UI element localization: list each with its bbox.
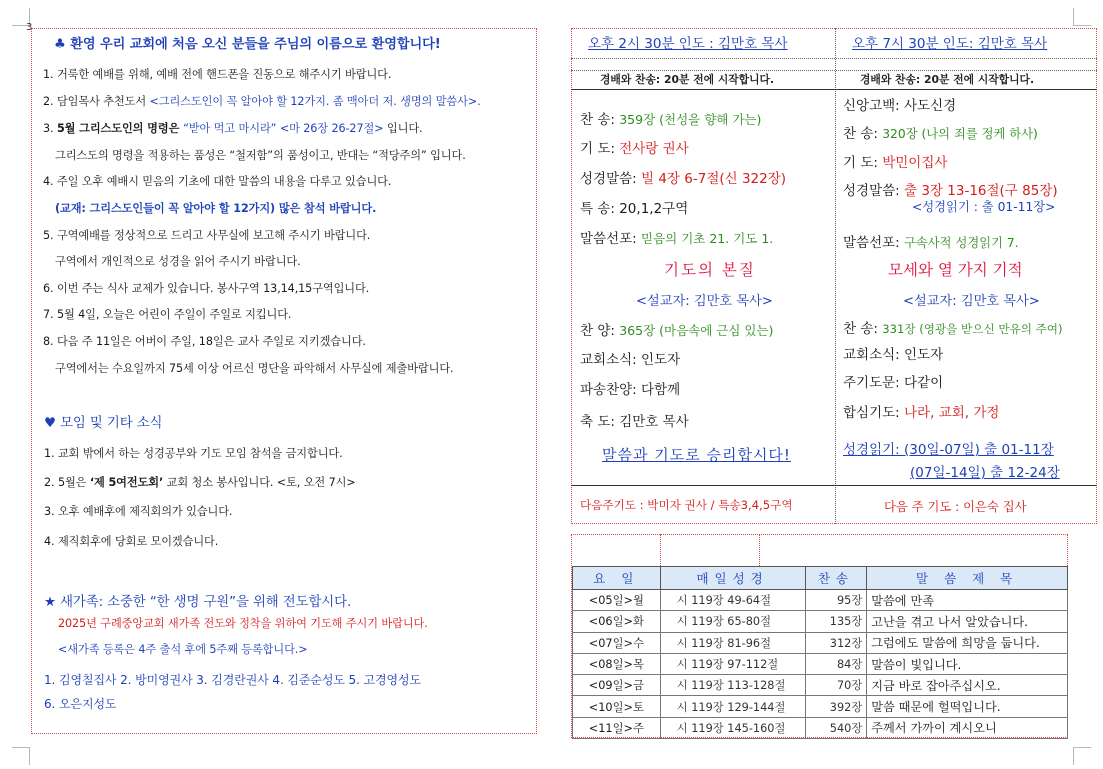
notice-item-8: 8. 다음 주 11일은 어버이 주일, 18일은 교사 주일로 지키겠습니다. [43,335,366,348]
notice-item-6: 6. 이번 주는 식사 교제가 있습니다. 봉사구역 13,14,15구역입니다. [43,282,370,295]
notice-item-3-detail: 그리스도의 명령을 적용하는 품성은 “철저함”의 품성이고, 반대는 “적당주의” 입니다. [55,149,466,162]
pm2-service-title: 오후 2시 30분 인도 : 김만호 목사 [588,36,788,52]
pm7-hymn-2: 찬 송: 331장 (영광을 받으신 만유의 주여) [843,321,1063,337]
notice-item-3: 3. 5월 그리스도인의 명령은 “받아 먹고 마시라” <마 26장 26-27절> 입니다. [43,122,423,135]
pm2-start-note: 경배와 찬송: 20분 전에 시작합니다. [600,73,775,86]
pm7-reading-note: <성경읽기 : 출 01-11장> [912,200,1056,214]
table-header-row [573,567,1068,590]
pm2-praise: 찬 양: 365장 (마음속에 근심 있는) [580,323,774,339]
notice-item-5: 5. 구역예배를 정상적으로 드리고 사무실에 보고해 주시기 바랍니다. [43,229,371,242]
star-icon: ★ [44,595,56,610]
pm2-benediction: 축 도: 김만호 목사 [580,414,689,430]
table-row: <05일>월 시 119장 49-64절 95장 말씀에 만족 [573,590,1068,611]
notice-item-1: 1. 거룩한 예배를 위해, 예배 전에 핸드폰을 진동으로 해주시기 바랍니다. [43,68,392,81]
pm7-lords-prayer: 주기도문: 다같이 [843,375,944,391]
pm2-scripture: 성경말씀: 빌 4장 6-7절(신 322장) [580,171,787,187]
pm7-church-news: 교회소식: 인도자 [843,347,944,363]
header-day: 요 일 [573,567,661,590]
table-row: <11일>주 시 119장 145-160절 540장 주께서 가까이 계시오니 [573,717,1068,738]
notice-item-7: 7. 5월 4일, 오늘은 어린이 주일이 주일로 지킵니다. [43,308,292,321]
meeting-item-4: 4. 제직회후에 당회로 모이겠습니다. [44,535,219,548]
rule [660,534,661,566]
meeting-item-1: 1. 교회 밖에서 하는 성경공부와 기도 모임 참석을 금지합니다. [44,447,343,460]
meetings-heading [44,412,162,431]
pm2-next-prayer: 다음주기도 : 박미자 권사 / 특송3,4,5구역 [580,498,793,512]
pm7-next-prayer: 다음 주 기도 : 이은숙 집사 [884,500,1027,514]
rule [571,58,1097,59]
table-row: <09일>금 시 119장 113-128절 70장 지금 바로 잡아주십시오. [573,675,1068,696]
pm7-prayer: 기 도: 박민이집사 [843,155,948,171]
table-row: <10일>토 시 119장 129-144절 392장 말씀 때문에 헐떡입니다. [573,696,1068,717]
meeting-item-3: 3. 오후 예배후에 제직회의가 있습니다. [44,505,233,518]
pm7-hymn: 찬 송: 320장 (나의 죄를 정케 하사) [843,126,1038,142]
table-row: <06일>화 시 119장 65-80절 135장 고난을 겪고 나서 알았습니다. [573,611,1068,632]
pm7-message: 말씀선포: 구속사적 성경읽기 7. [843,235,1019,251]
pm2-message: 말씀선포: 믿음의 기초 21. 기도 1. [580,231,774,247]
meeting-item-2: 2. 5월은 ‘제 5여전도회’ 교회 청소 봉사입니다. <토, 오전 7시> [44,476,356,489]
heart-icon: ♥ [44,416,56,431]
crop-mark-top-right [1073,8,1091,26]
service-divider [835,28,836,524]
newfamily-registration: <새가족 등록은 4주 출석 후에 5주째 등록합니다.> [58,643,308,656]
pm2-special-song: 특 송: 20,1,2구역 [580,201,689,217]
recommended-book: <그리스도인이 꼭 알아야 할 12가지. 좀 맥아더 저. 생명의 말씀사>. [149,95,481,108]
crop-mark-bottom-right [1073,747,1091,765]
pm2-sermon-title: 기도의 본질 [664,261,756,279]
rule [571,89,1097,90]
header-hymn: 찬송 [805,567,867,590]
header-daily-reading: 매일성경 [660,567,805,590]
rule [571,70,1097,71]
pm7-bible-reading-2: (07일-14일) 출 12-24장 [910,465,1060,481]
pm2-motto: 말씀과 기도로 승리합시다! [602,446,791,464]
pm7-sermon-title: 모세와 열 가지 기적 [888,261,1023,279]
header-title: 말 씀 제 목 [867,567,1068,590]
newfamily-heading [44,591,351,610]
newfamily-prayer: 2025년 구례중앙교회 새가족 전도와 정착을 위하여 기도해 주시기 바랍니다. [58,617,428,630]
meetings-title: 모임 및 기타 소식 [60,416,163,431]
crop-mark-bottom-left [12,747,30,765]
pm7-creed: 신앙고백: 사도신경 [843,98,957,114]
pm2-prayer: 기 도: 전사랑 권사 [580,141,689,157]
notice-item-4: 4. 주일 오후 예배시 믿음의 기초에 대한 말씀의 내용을 다루고 있습니다. [43,175,392,188]
pm7-united-prayer: 합심기도: 나라, 교회, 가정 [843,405,1000,421]
notice-item-2: 2. 담임목사 추천도서 <그리스도인이 꼭 알아야 할 12가지. 좀 맥아더 저. 생명의 말씀사>. [43,95,481,108]
newfamily-names: 1. 김영칠집사 2. 방미영권사 3. 김경란권사 4. 김준순성도 5. 고경영성도 [44,673,421,687]
pm2-hymn: 찬 송: 359장 (천성을 향해 가는) [580,112,762,128]
pm2-sending-song: 파송찬양: 다함께 [580,382,681,398]
newfamily-names-2: 6. 오은지성도 [44,697,117,711]
pm2-church-news: 교회소식: 인도자 [580,352,681,368]
daily-bible-table [572,566,1068,739]
welcome-title: 환영 우리 교회에 처음 오신 분들을 주님의 이름으로 환영합니다! [70,37,441,52]
rule [759,534,760,566]
pm2-preacher: <설교자: 김만호 목사> [636,294,773,309]
page-number: 3 [26,22,33,33]
pm7-bible-reading: 성경읽기: (30일-07일) 출 01-11장 [843,442,1054,458]
notice-item-5-detail: 구역에서 개인적으로 성경을 읽어 주시기 바랍니다. [55,255,301,268]
monthly-command: “받아 먹고 마시라” <마 26장 26-27절> [183,122,384,135]
notice-item-4-detail: (교재: 그리스도인들이 꼭 알아야 할 12가지) 많은 참석 바랍니다. [55,202,377,215]
rule [571,485,1097,486]
pm7-scripture: 성경말씀: 출 3장 13-16절(구 85장) [843,183,1058,199]
pm7-preacher: <설교자: 김만호 목사> [903,294,1040,309]
club-suit-icon: ♣ [54,37,66,52]
notice-item-8-detail: 구역에서는 수요일까지 75세 이상 어르신 명단을 파악해서 사무실에 제출바랍니다. [55,362,454,375]
table-row: <08일>목 시 119장 97-112절 84장 말씀이 빛입니다. [573,653,1068,674]
pm7-service-title: 오후 7시 30분 인도: 김만호 목사 [852,36,1048,52]
welcome-heading [54,33,441,52]
table-row: <07일>수 시 119장 81-96절 312장 그럼에도 말씀에 희망을 둡니다. [573,632,1068,653]
newfamily-title: 새가족: 소중한 “한 생명 구원”을 위해 전도합시다. [60,595,352,610]
pm7-start-note: 경배와 찬송: 20분 전에 시작합니다. [860,73,1035,86]
